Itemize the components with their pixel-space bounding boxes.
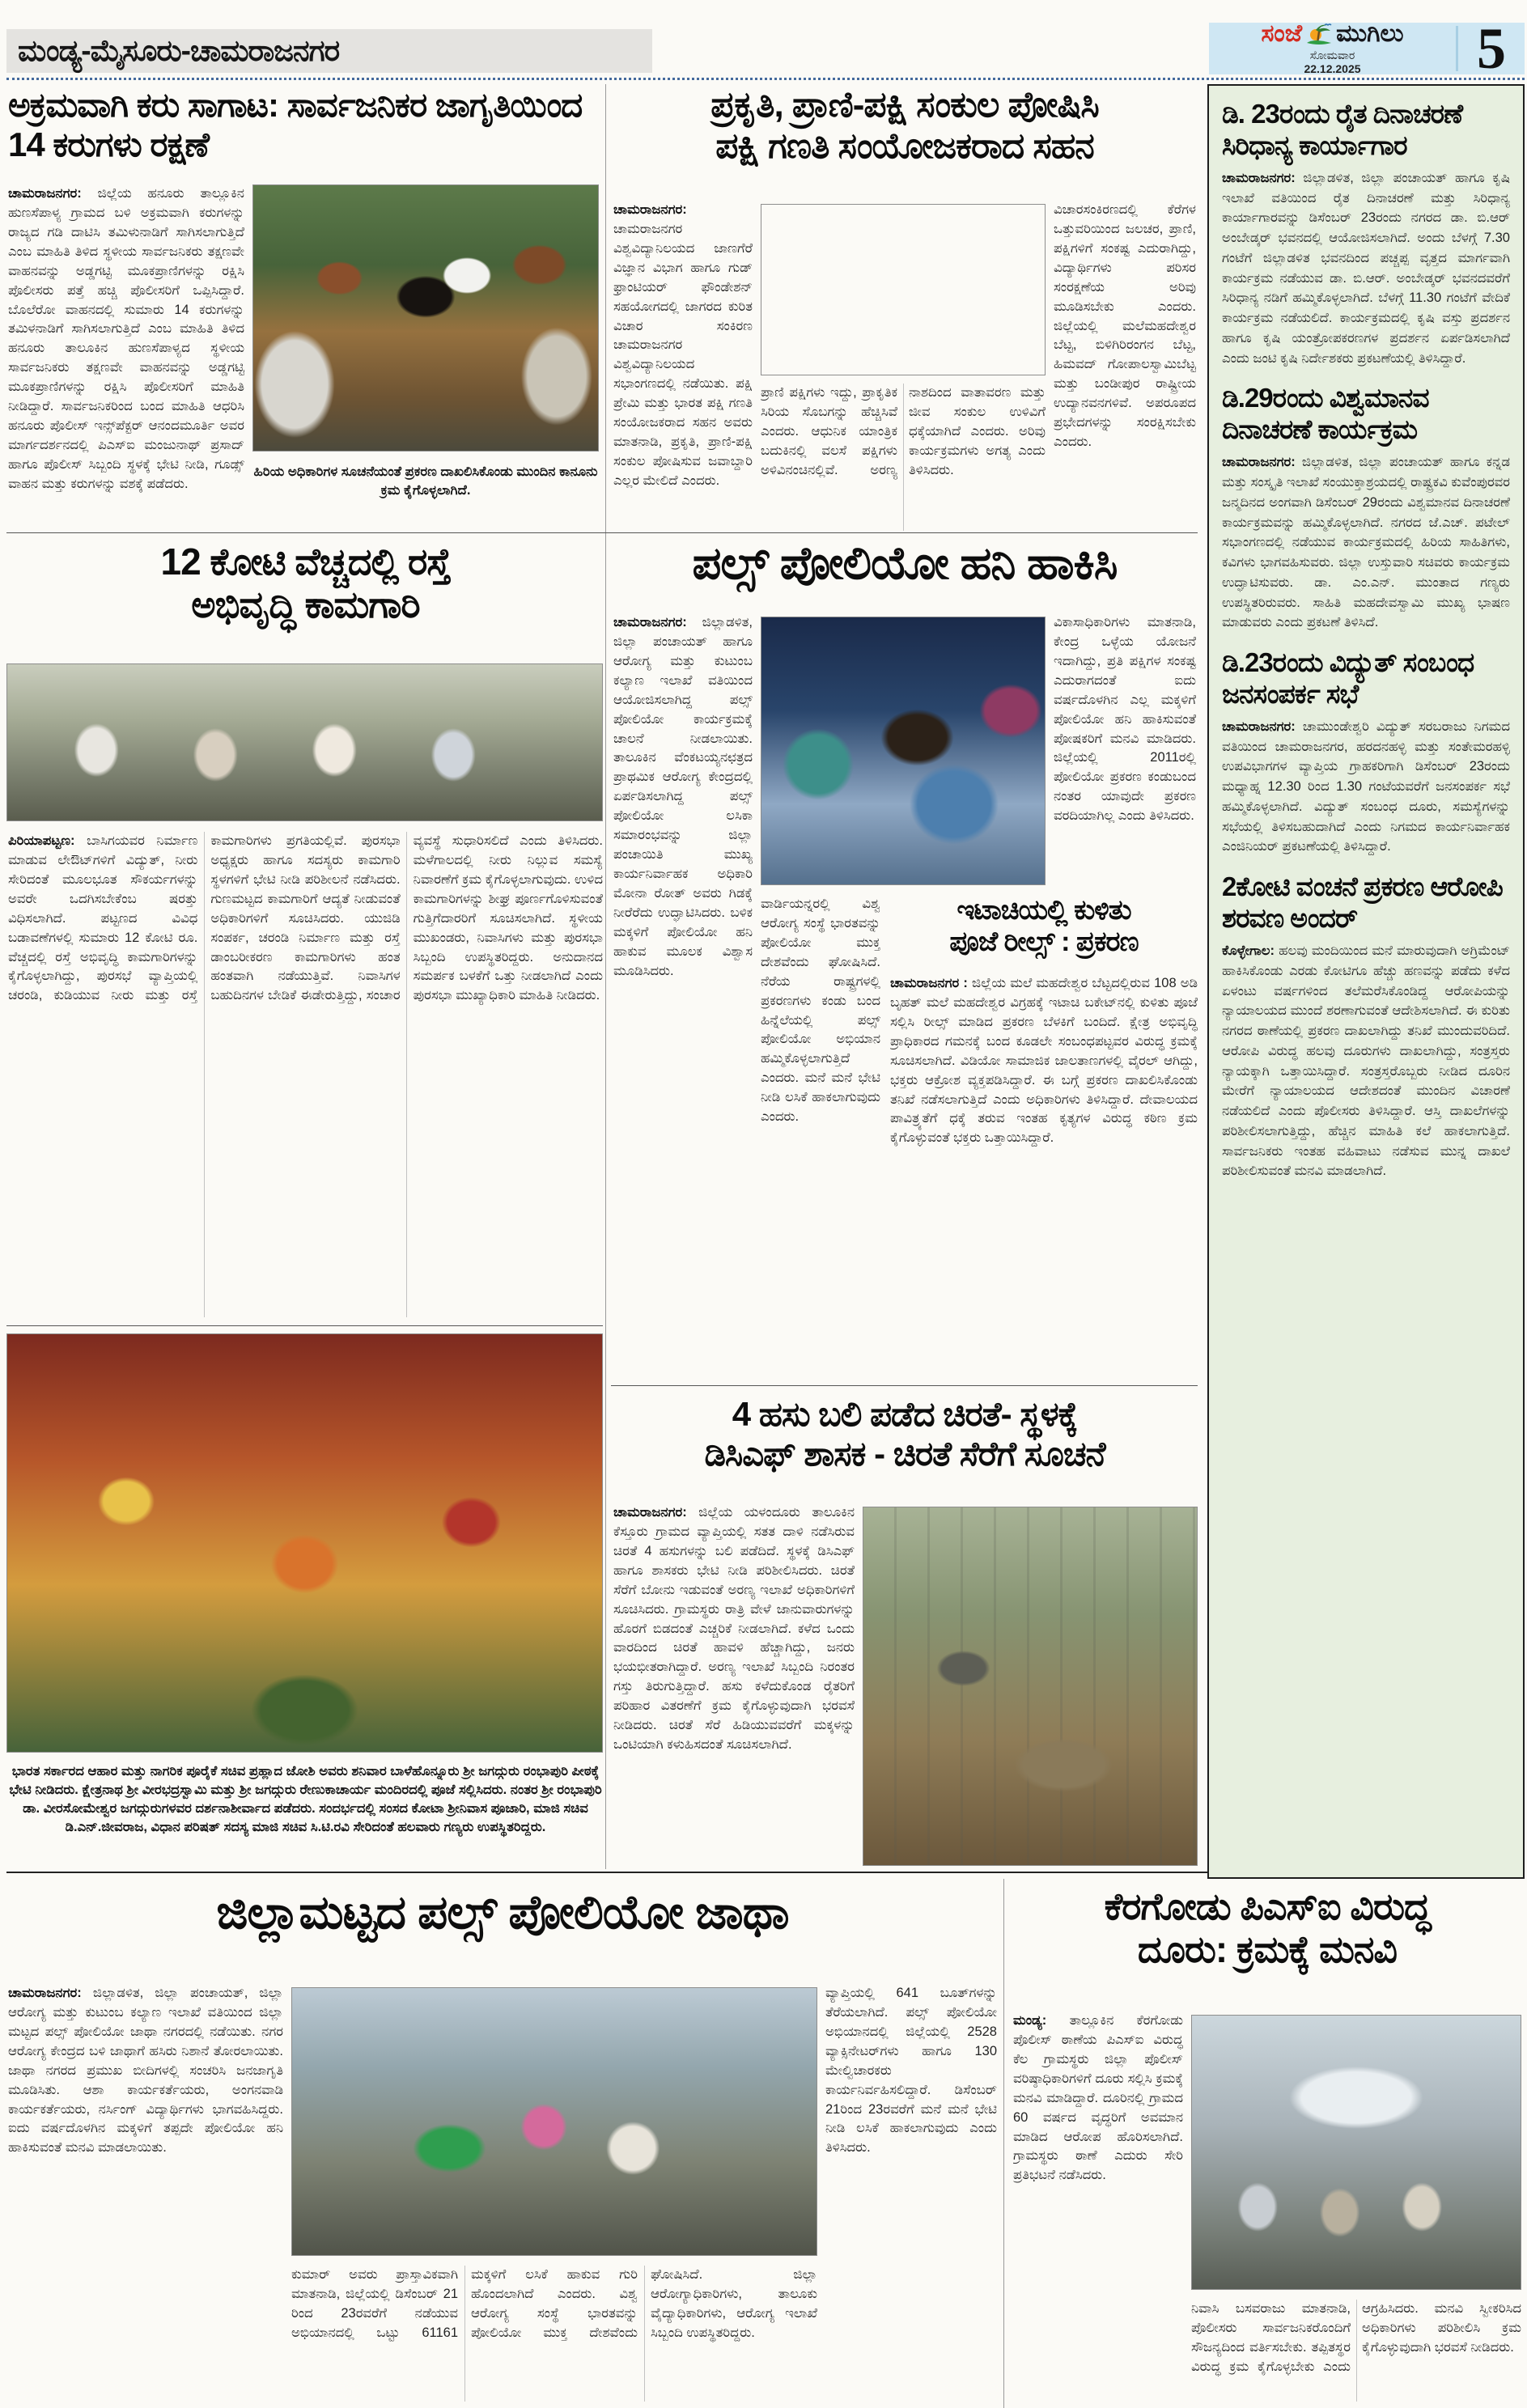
body-keragodu-bottom: ನಿವಾಸಿ ಬಸವರಾಜು ಮಾತನಾಡಿ, ಪೊಲೀಸರು ಸಾರ್ವಜನಿಕರೊಂದಿಗೆ ಸೌಜನ್ಯದಿಂದ ವರ್ತಿಸಬೇಕು. ತಪ್ಪಿತಸ್ಥರ ವಿರುದ್ಧ ಕ್ರಮ ಕೈಗೊಳ್ಳಬೇಕು ಎಂದು ಆಗ್ರಹಿಸಿದರು. ಮನವಿ ಸ್ವೀಕರಿಸಿದ ಅಧಿಕಾರಿಗಳು ಪರಿಶೀಲಿಸಿ ಕ್ರಮ ಕೈಗೊಳ್ಳುವುದಾಗಿ ಭರವಸೆ ನೀಡಿದರು. — [1191, 2301, 1521, 2374]
rail-body: ಚಾಮರಾಜನಗರ: ಜಿಲ್ಲಾಡಳಿತ, ಜಿಲ್ಲಾ ಪಂಚಾಯತ್ ಹಾಗೂ ಕನ್ನಡ ಮತ್ತು ಸಂಸ್ಕೃತಿ ಇಲಾಖೆ ಸಂಯುಕ್ತಾಶ್ರಯದಲ್ಲಿ ರಾಷ್ಟ್ರಕವಿ ಕುವೆಂಪುರವರ ಜನ್ಮದಿನದ ಅಂಗವಾಗಿ ಡಿಸೆಂಬರ್ 29ರಂದು ವಿಶ್ವಮಾನವ ದಿನಾಚರಣೆ ಕಾರ್ಯಕ್ರಮವನ್ನು ಹಮ್ಮಿಕೊಳ್ಳಲಾಗಿದೆ. ನಗರದ ಜೆ.ಎಚ್. ಪಟೇಲ್ ಸಭಾಂಗಣದಲ್ಲಿ ನಡೆಯುವ ಕಾರ್ಯಕ್ರಮದಲ್ಲಿ ಹಿರಿಯ ಸಾಹಿತಿಗಳು, ಕವಿಗಳು ಭಾಗವಹಿಸುವರು. ಜಿಲ್ಲಾ ಉಸ್ತುವಾರಿ ಸಚಿವರು ಕಾರ್ಯಕ್ರಮ ಉದ್ಘಾಟಿಸುವರು. ಡಾ. ಎಂ.ಎನ್. ಮುಂತಾದ ಗಣ್ಯರು ಉಪಸ್ಥಿತರಿರುವರು. ಸಾಹಿತಿ ಮಹದೇವಸ್ವಾಮಿ ಮುಖ್ಯ ಭಾಷಣ ಮಾಡುವರು ಎಂದು ಪ್ರಕಟಣೆ ತಿಳಿಸಿದೆ. — [1222, 455, 1511, 630]
body-polio-col1: ಚಾಮರಾಜನಗರ: ಜಿಲ್ಲಾಡಳಿತ, ಜಿಲ್ಲಾ ಪಂಚಾಯತ್ ಹಾಗೂ ಆರೋಗ್ಯ ಮತ್ತು ಕುಟುಂಬ ಕಲ್ಯಾಣ ಇಲಾಖೆ ವತಿಯಿಂದ ಆಯೋಜಿಸಲಾಗಿದ್ದ ಪಲ್ಸ್ ಪೋಲಿಯೋ ಕಾರ್ಯಕ್ರಮಕ್ಕೆ ಚಾಲನೆ ನೀಡಲಾಯಿತು. ತಾಲೂಕಿನ ವೆಂಕಟಯ್ಯನಛತ್ರದ ಪ್ರಾಥಮಿಕ ಆರೋಗ್ಯ ಕೇಂದ್ರದಲ್ಲಿ ಏರ್ಪಡಿಸಲಾಗಿದ್ದ ಪಲ್ಸ್ ಪೋಲಿಯೋ ಲಸಿಕಾ ಸಮಾರಂಭವನ್ನು ಜಿಲ್ಲಾ ಪಂಚಾಯಿತಿ ಮುಖ್ಯ ಕಾರ್ಯನಿರ್ವಾಹಕ ಅಧಿಕಾರಿ ಮೋನಾ ರೋತ್ ಅವರು ಗಿಡಕ್ಕೆ ನೀರೆರೆದು ಉದ್ಘಾಟಿಸಿದರು. ಬಳಿಕ ಮಕ್ಕಳಿಗೆ ಪೋಲಿಯೋ ಹನಿ ಹಾಕುವ ಮೂಲಕ ವಿಶ್ವಾಸ ಮೂಡಿಸಿದರು. — [613, 615, 753, 978]
rail-body: ಚಾಮರಾಜನಗರ: ಚಾಮುಂಡೇಶ್ವರಿ ವಿದ್ಯುತ್ ಸರಬರಾಜು ನಿಗಮದ ವತಿಯಿಂದ ಚಾಮರಾಜನಗರ, ಹರದನಹಳ್ಳಿ ಮತ್ತು ಸಂತೇಮರಹಳ್ಳಿ ಉಪವಿಭಾಗಗಳ ವ್ಯಾಪ್ತಿಯ ಗ್ರಾಹಕರಿಗಾಗಿ ಡಿಸೆಂಬರ್ 23ರಂದು ಮಧ್ಯಾಹ್ನ 12.30 ರಿಂದ 1.30 ಗಂಟೆಯವರೆಗೆ ಜನಸಂಪರ್ಕ ಸಭೆ ಹಮ್ಮಿಕೊಳ್ಳಲಾಗಿದೆ. ವಿದ್ಯುತ್ ಸಂಬಂಧ ದೂರು, ಸಮಸ್ಯೆಗಳನ್ನು ಸಭೆಯಲ್ಲಿ ತಿಳಿಸಬಹುದಾಗಿದೆ ಎಂದು ನಿಗಮದ ಕಾರ್ಯನಿರ್ವಾಹಕ ಎಂಜಿನಿಯರ್ ಪ್ರಕಟಣೆಯಲ್ಲಿ ತಿಳಿಸಿದ್ದಾರೆ. — [1222, 719, 1510, 854]
rail-article-farmer-day — [1222, 99, 1510, 368]
headline-cattle-rescue: ಅಕ್ರಮವಾಗಿ ಕರು ಸಾಗಾಟ: ಸಾರ್ವಜನಿಕರ ಜಾಗೃತಿಯಿಂದ 14 ಕರುಗಳು ರಕ್ಷಣೆ — [8, 86, 583, 163]
palm-tree-sun-icon — [1305, 22, 1333, 46]
headline-road-works: 12 ಕೋಟಿ ವೆಚ್ಚದಲ್ಲಿ ರಸ್ತೆ ಅಭಿವೃದ್ಧಿ ಕಾಮಗಾರಿ — [160, 541, 451, 626]
rail-headline: ಡಿ.29ರಂದು ವಿಶ್ವಮಾನವ ದಿನಾಚರಣೆ ಕಾರ್ಯಕ್ರಮ — [1222, 383, 1429, 445]
dateline: ಚಾಮರಾಜನಗರ: — [613, 202, 687, 217]
dateline: ಕೊಳ್ಳೇಗಾಲ: — [1222, 943, 1275, 958]
dateline: ಪಿರಿಯಾಪಟ್ಟಣ: — [8, 833, 75, 848]
body-leopard: ಚಾಮರಾಜನಗರ: ಜಿಲ್ಲೆಯ ಯಳಂದೂರು ತಾಲೂಕಿನ ಕೆಸ್ತೂರು ಗ್ರಾಮದ ವ್ಯಾಪ್ತಿಯಲ್ಲಿ ಸತತ ದಾಳಿ ನಡೆಸಿರುವ ಚಿರತೆ 4 ಹಸುಗಳನ್ನು ಬಲಿ ಪಡೆದಿದೆ. ಸ್ಥಳಕ್ಕೆ ಡಿಸಿಎಫ್ ಹಾಗೂ ಶಾಸಕರು ಭೇಟಿ ನೀಡಿ ಪರಿಶೀಲಿಸಿದರು. ಚಿರತೆ ಸೆರೆಗೆ ಬೋನು ಇಡುವಂತೆ ಅರಣ್ಯ ಇಲಾಖೆ ಅಧಿಕಾರಿಗಳಿಗೆ ಸೂಚಿಸಿದರು. ಗ್ರಾಮಸ್ಥರು ರಾತ್ರಿ ವೇಳೆ ಜಾನುವಾರುಗಳನ್ನು ಹೊರಗೆ ಬಿಡದಂತೆ ಎಚ್ಚರಿಕೆ ನೀಡಲಾಗಿದೆ. ಕಳೆದ ಒಂದು ವಾರದಿಂದ ಚಿರತೆ ಹಾವಳಿ ಹೆಚ್ಚಾಗಿದ್ದು, ಜನರು ಭಯಭೀತರಾಗಿದ್ದಾರೆ. ಅರಣ್ಯ ಇಲಾಖೆ ಸಿಬ್ಬಂದಿ ನಿರಂತರ ಗಸ್ತು ತಿರುಗುತ್ತಿದ್ದಾರೆ. ಹಸು ಕಳೆದುಕೊಂಡ ರೈತರಿಗೆ ಪರಿಹಾರ ವಿತರಣೆಗೆ ಕ್ರಮ ಕೈಗೊಳ್ಳುವುದಾಗಿ ಭರವಸೆ ನೀಡಿದರು. ಚಿರತೆ ಸೆರೆ ಹಿಡಿಯುವವರೆಗೆ ಮಕ್ಕಳನ್ನು ಒಂಟಿಯಾಗಿ ಕಳುಹಿಸದಂತೆ ಸೂಚಿಸಲಾಗಿದೆ. — [613, 1505, 855, 1753]
header-dotted-rule — [6, 78, 1525, 80]
body-jatha-col3: ವ್ಯಾಪ್ತಿಯಲ್ಲಿ 641 ಬೂತ್‌ಗಳನ್ನು ತೆರೆಯಲಾಗಿದೆ. ಪಲ್ಸ್ ಪೋಲಿಯೋ ಅಭಿಯಾನದಲ್ಲಿ ಜಿಲ್ಲೆಯಲ್ಲಿ 2528 ವ್ಯಾಕ್ಸಿನೇಟರ್‌ಗಳು ಹಾಗೂ 130 ಮೇಲ್ವಿಚಾರಕರು ಕಾರ್ಯನಿರ್ವಹಿಸಲಿದ್ದಾರೆ. ಡಿಸೆಂಬರ್ 21ರಿಂದ 23ರವರೆಗೆ ಮನೆ ಮನೆ ಭೇಟಿ ನೀಡಿ ಲಸಿಕೆ ಹಾಕಲಾಗುವುದು ಎಂದು ತಿಳಿಸಿದರು. — [825, 1986, 997, 2156]
rail-article-fraud-case — [1222, 871, 1510, 1181]
dateline: ಚಾಮರಾಜನಗರ: — [613, 1505, 687, 1520]
photo-keragodu-protest — [1191, 2015, 1521, 2290]
dateline: ಚಾಮರಾಜನಗರ: — [8, 186, 82, 201]
body-polio-col2: ವಾರ್ಡಿಯನ್ನರಲ್ಲಿ ವಿಶ್ವ ಆರೋಗ್ಯ ಸಂಸ್ಥೆ ಭಾರತವನ್ನು ಪೋಲಿಯೋ ಮುಕ್ತ ದೇಶವೆಂದು ಘೋಷಿಸಿದೆ. ನೆರೆಯ ರಾಷ್ಟ್ರಗಳಲ್ಲಿ ಪ್ರಕರಣಗಳು ಕಂಡು ಬಂದ ಹಿನ್ನೆಲೆಯಲ್ಲಿ ಪಲ್ಸ್ ಪೋಲಿಯೋ ಅಭಿಯಾನ ಹಮ್ಮಿಕೊಳ್ಳಲಾಗುತ್ತಿದೆ ಎಂದರು. ಮನೆ ಮನೆ ಭೇಟಿ ನೀಡಿ ಲಸಿಕೆ ಹಾಕಲಾಗುವುದು ಎಂದರು. — [761, 897, 880, 1125]
body-road-works: ಪಿರಿಯಾಪಟ್ಟಣ: ಬಾಸಿಗಯವರ ನಿರ್ಮಾಣ ಮಾಡುವ ಲೇಔಟ್‌ಗಳಿಗೆ ವಿದ್ಯುತ್, ನೀರು ಸೇರಿದಂತೆ ಮೂಲಭೂತ ಸೌಕರ್ಯಗಳನ್ನು ಅವರೇ ಒದಗಿಸಬೇಕೆಂಬ ಷರತ್ತು ವಿಧಿಸಲಾಗಿದೆ. ಪಟ್ಟಣದ ವಿವಿಧ ಬಡಾವಣೆಗಳಲ್ಲಿ ಸುಮಾರು 12 ಕೋಟಿ ರೂ. ವೆಚ್ಚದಲ್ಲಿ ರಸ್ತೆ ಅಭಿವೃದ್ಧಿ ಕಾಮಗಾರಿಗಳನ್ನು ಕೈಗೊಳ್ಳಲಾಗಿದ್ದು, ಪುರಸಭೆ ವ್ಯಾಪ್ತಿಯಲ್ಲಿ ಚರಂಡಿ, ಕುಡಿಯುವ ನೀರು ಮತ್ತು ರಸ್ತೆ ಕಾಮಗಾರಿಗಳು ಪ್ರಗತಿಯಲ್ಲಿವೆ. ಪುರಸಭಾ ಅಧ್ಯಕ್ಷರು ಹಾಗೂ ಸದಸ್ಯರು ಕಾಮಗಾರಿ ಸ್ಥಳಗಳಿಗೆ ಭೇಟಿ ನೀಡಿ ಪರಿಶೀಲನೆ ನಡೆಸಿದರು. ಗುಣಮಟ್ಟದ ಕಾಮಗಾರಿಗೆ ಆದ್ಯತೆ ನೀಡುವಂತೆ ಅಧಿಕಾರಿಗಳಿಗೆ ಸೂಚಿಸಿದರು. ಯುಜಿಡಿ ಸಂಪರ್ಕ, ಚರಂಡಿ ನಿರ್ಮಾಣ ಮತ್ತು ರಸ್ತೆ ಡಾಂಬರೀಕರಣ ಕಾಮಗಾರಿಗಳು ಹಂತ ಹಂತವಾಗಿ ನಡೆಯುತ್ತಿವೆ. ನಿವಾಸಿಗಳ ಬಹುದಿನಗಳ ಬೇಡಿಕೆ ಈಡೇರುತ್ತಿದ್ದು, ಸಂಚಾರ ವ್ಯವಸ್ಥೆ ಸುಧಾರಿಸಲಿದೆ ಎಂದು ತಿಳಿಸಿದರು. ಮಳೆಗಾಲದಲ್ಲಿ ನೀರು ನಿಲ್ಲುವ ಸಮಸ್ಯೆ ನಿವಾರಣೆಗೆ ಕ್ರಮ ಕೈಗೊಳ್ಳಲಾಗುವುದು. ಉಳಿದ ಕಾಮಗಾರಿಗಳನ್ನು ಶೀಘ್ರ ಪೂರ್ಣಗೊಳಿಸುವಂತೆ ಗುತ್ತಿಗೆದಾರರಿಗೆ ಸೂಚಿಸಲಾಗಿದೆ. ಸ್ಥಳೀಯ ಮುಖಂಡರು, ನಿವಾಸಿಗಳು ಮತ್ತು ಪುರಸಭಾ ಸಿಬ್ಬಂದಿ ಉಪಸ್ಥಿತರಿದ್ದರು. ಅನುದಾನದ ಸಮರ್ಪಕ ಬಳಕೆಗೆ ಒತ್ತು ನೀಡಲಾಗಿದೆ ಎಂದು ಪುರಸಭಾ ಮುಖ್ಯಾಧಿಕಾರಿ ಮಾಹಿತಿ ನೀಡಿದರು. — [8, 833, 603, 1003]
column-rule-bottom — [1003, 1879, 1004, 2408]
body-keragodu-col: ಮಂಡ್ಯ: ತಾಲ್ಲೂಕಿನ ಕೆರಗೋಡು ಪೊಲೀಸ್ ಠಾಣೆಯ ಪಿಎಸ್ಐ ವಿರುದ್ಧ ಕೆಲ ಗ್ರಾಮಸ್ಥರು ಜಿಲ್ಲಾ ಪೊಲೀಸ್ ವರಿಷ್ಠಾಧಿಕಾರಿಗಳಿಗೆ ದೂರು ಸಲ್ಲಿಸಿ ಕ್ರಮಕ್ಕೆ ಮನವಿ ಮಾಡಿದ್ದಾರೆ. ದೂರಿನಲ್ಲಿ ಗ್ರಾಮದ 60 ವರ್ಷದ ವೃದ್ಧರಿಗೆ ಅವಮಾನ ಮಾಡಿದ ಆರೋಪ ಹೊರಿಸಲಾಗಿದೆ. ಗ್ರಾಮಸ್ಥರು ಠಾಣೆ ಎದುರು ಸೇರಿ ಪ್ರತಿಭಟನೆ ನಡೆಸಿದರು. — [1013, 2013, 1183, 2183]
photo-jatha-flagoff — [291, 1987, 817, 2256]
masthead-name-black: ಮುಗಿಲು — [1336, 20, 1404, 47]
dateline: ಚಾಮರಾಜನಗರ: — [613, 615, 687, 630]
rail-headline: 2ಕೋಟಿ ವಂಚನೆ ಪ್ರಕರಣ ಆರೋಪಿ ಶರವಣ ಅಂದರ್ — [1222, 871, 1503, 934]
caption-cattle-rescue: ಹಿರಿಯ ಅಧಿಕಾರಿಗಳ ಸೂಚನೆಯಂತೆ ಪ್ರಕರಣ ದಾಖಲಿಸಿಕೊಂಡು ಮುಂದಿನ ಕಾನೂನು ಕ್ರಮ ಕೈಗೊಳ್ಳಲಾಗಿದೆ. — [253, 464, 598, 498]
right-rail-announcements — [1207, 84, 1525, 1879]
page-number: 5 — [1477, 15, 1506, 81]
photo-cattle-truck — [252, 184, 599, 451]
body-bird-col2: ಪ್ರಾಣಿ ಪಕ್ಷಿಗಳು ಇದ್ದು, ಪ್ರಾಕೃತಿಕ ಸಿರಿಯ ಸೊಬಗನ್ನು ಹೆಚ್ಚಿಸಿವೆ ಎಂದರು. ಆಧುನಿಕ ಯಾಂತ್ರಿಕ ಬದುಕಿನಲ್ಲಿ ವಲಸೆ ಪಕ್ಷಿಗಳು ಅಳಿವಿನಂಚಿನಲ್ಲಿವೆ. ಅರಣ್ಯ ನಾಶದಿಂದ ವಾತಾವರಣ ಮತ್ತು ಜೀವ ಸಂಕುಲ ಉಳಿವಿಗೆ ಧಕ್ಕೆಯಾಗಿದೆ ಎಂದರು. ಅರಿವು ಕಾರ್ಯಕ್ರಮಗಳು ಅಗತ್ಯ ಎಂದು ತಿಳಿಸಿದರು. — [761, 385, 1046, 477]
dateline: ಚಾಮರಾಜನಗರ: — [8, 1986, 82, 2000]
headline-italy-reels: ಇಟಾಚಿಯಲ್ಲಿ ಕುಳಿತು ಪೂಜೆ ರೀಲ್ಸ್ : ಪ್ರಕರಣ — [949, 895, 1139, 958]
dateline: ಚಾಮರಾಜನಗರ: — [1222, 455, 1296, 470]
dateline: ಚಾಮರಾಜನಗರ: — [1222, 719, 1296, 734]
headline-pulse-polio: ಪಲ್ಸ್ ಪೋಲಿಯೋ ಹನಿ ಹಾಕಿಸಿ — [692, 537, 1118, 588]
rail-headline: ಡಿ.23ರಂದು ವಿದ್ಯುತ್ ಸಂಬಂಧ ಜನಸಂಪರ್ಕ ಸಭೆ — [1222, 647, 1474, 709]
photo-speaker-podium — [761, 204, 1046, 375]
dateline: ಮಂಡ್ಯ: — [1013, 2013, 1047, 2028]
column-rule-left-middle — [605, 84, 606, 1869]
region-strip-label: ಮಂಡ್ಯ-ಮೈಸೂರು-ಚಾಮರಾಜನಗರ — [18, 33, 340, 67]
rail-headline: ಡಿ. 23ರಂದು ರೈತ ದಿನಾಚರಣೆ ಸಿರಿಧಾನ್ಯ ಕಾರ್ಯಾಗಾರ — [1222, 99, 1463, 160]
section-rule-photo-story — [6, 1325, 603, 1326]
region-strip — [6, 29, 652, 73]
body-cattle-rescue: ಚಾಮರಾಜನಗರ: ಜಿಲ್ಲೆಯ ಹನೂರು ತಾಲ್ಲೂಕಿನ ಹುಣಸೆಪಾಳ್ಯ ಗ್ರಾಮದ ಬಳಿ ಅಕ್ರಮವಾಗಿ ಕರುಗಳನ್ನು ರಾಜ್ಯದ ಗಡಿ ದಾಟಿಸಿ ತಮಿಳುನಾಡಿಗೆ ಸಾಗಿಸಲಾಗುತ್ತಿದೆ ಎಂಬ ಮಾಹಿತಿ ತಿಳಿದ ಸ್ಥಳೀಯ ಸಾರ್ವಜನಿಕರು ತಕ್ಷಣವೇ ವಾಹನವನ್ನು ಅಡ್ಡಗಟ್ಟಿ ಮೂಕಪ್ರಾಣಿಗಳನ್ನು ರಕ್ಷಿಸಿ ಪೊಲೀಸರು ಪತ್ತೆ ಹಚ್ಚಿ ಪೊಲೀಸರಿಗೆ ಒಪ್ಪಿಸಿದ್ದಾರೆ. ಬೊಲೆರೋ ವಾಹನದಲ್ಲಿ ಸುಮಾರು 14 ಕರುಗಳನ್ನು ತಮಿಳನಾಡಿಗೆ ಸಾಗಿಸಲಾಗುತ್ತಿದೆ ಎಂಬ ಮಾಹಿತಿ ತಿಳಿದ ಹನೂರು ತಾಲೂಕಿನ ಹುಣಸೆಪಾಳ್ಯದ ಸ್ಥಳೀಯ ಸಾರ್ವಜನಿಕರು ತಕ್ಷಣವೇ ವಾಹನವನ್ನು ಅಡ್ಡಗಟ್ಟಿ ಮೂಕಪ್ರಾಣಿಗಳನ್ನು ರಕ್ಷಿಸಿ ಪೊಲೀಸರಿಗೆ ಮಾಹಿತಿ ನೀಡಿದ್ದಾರೆ. ಸಾರ್ವಜನಿಕರಿಂದ ಬಂದ ಮಾಹಿತಿ ಆಧರಿಸಿ ಹನೂರು ಪೊಲೀಸ್ ಇನ್ಸ್‌ಪೆಕ್ಟರ್ ಆನಂದಮೂರ್ತಿ ಅವರ ಮಾರ್ಗದರ್ಶನದಲ್ಲಿ ಪಿಎಸ್ಐ ಮಂಜುನಾಥ್ ಪ್ರಸಾದ್ ಹಾಗೂ ಪೊಲೀಸ್ ಸಿಬ್ಬಂದಿ ಸ್ಥಳಕ್ಕೆ ಭೇಟಿ ನೀಡಿ, ಗೂಡ್ಸ್ ವಾಹನ ಮತ್ತು ಕರುಗಳನ್ನು ವಶಕ್ಕೆ ಪಡೆದರು. — [8, 186, 244, 491]
rail-article-vishwamanava — [1222, 383, 1510, 633]
body-bird-col3: ವಿಚಾರಸಂಕಿರಣದಲ್ಲಿ ಕೆರೆಗಳ ಒತ್ತುವರಿಯಿಂದ ಜಲಚರ, ಪ್ರಾಣಿ, ಪಕ್ಷಿಗಳಿಗೆ ಸಂಕಷ್ಟ ಎದುರಾಗಿದ್ದು, ವಿದ್ಯಾರ್ಥಿಗಳು ಪರಿಸರ ಸಂರಕ್ಷಣೆಯ ಅರಿವು ಮೂಡಿಸಬೇಕು ಎಂದರು. ಜಿಲ್ಲೆಯಲ್ಲಿ ಮಲೆಮಹದೇಶ್ವರ ಬೆಟ್ಟ, ಬಿಳಿಗಿರಿರಂಗನ ಬೆಟ್ಟ, ಹಿಮವದ್ ಗೋಪಾಲಸ್ವಾಮಿಬೆಟ್ಟ ಮತ್ತು ಬಂಡೀಪುರ ರಾಷ್ಟ್ರೀಯ ಉದ್ಯಾನವನಗಳಿವೆ. ಅಪರೂಪದ ಪ್ರಭೇದಗಳನ್ನು ಸಂರಕ್ಷಿಸಬೇಕು ಎಂದರು. — [1054, 202, 1196, 450]
headline-keragodu: ಕೆರಗೋಡು ಪಿಎಸ್‌ಐ ವಿರುದ್ಧ ದೂರು: ಕ್ರಮಕ್ಕೆ ಮನವಿ — [1104, 1885, 1431, 1971]
masthead-logo-row — [1261, 22, 1403, 46]
rail-body: ಚಾಮರಾಜನಗರ: ಜಿಲ್ಲಾಡಳಿತ, ಜಿಲ್ಲಾ ಪಂಚಾಯತ್ ಹಾಗೂ ಕೃಷಿ ಇಲಾಖೆ ವತಿಯಿಂದ ರೈತ ದಿನಾಚರಣೆ ಮತ್ತು ಸಿರಿಧಾನ್ಯ ಕಾರ್ಯಾಗಾರವನ್ನು ಡಿಸೆಂಬರ್ 23ರಂದು ನಗರದ ಡಾ. ಬಿ.ಆರ್ ಅಂಬೇಡ್ಕರ್ ಭವನದಲ್ಲಿ ಆಯೋಜಿಸಲಾಗಿದೆ. ಅಂದು ಬೆಳಗ್ಗೆ 7.30 ಗಂಟೆಗೆ ಜಿಲ್ಲಾಡಳಿತ ಭವನದಿಂದ ಪಚ್ಚಪ್ಪ ವೃತ್ತದ ಮಾರ್ಗವಾಗಿ ಕಾರ್ಯಕ್ರಮ ನಡೆಯುವ ಡಾ. ಬಿ.ಆರ್. ಅಂಬೇಡ್ಕರ್ ಭವನದವರೆಗೆ ಸಿರಿಧಾನ್ಯ ನಡಿಗೆ ಹಮ್ಮಿಕೊಳ್ಳಲಾಗಿದೆ. ಬೆಳಗ್ಗೆ 11.30 ಗಂಟೆಗೆ ವೇದಿಕೆ ಕಾರ್ಯಕ್ರಮ ನಡೆಯಲಿದೆ. ಕಾರ್ಯಕ್ರಮದಲ್ಲಿ ಕೃಷಿ ವಸ್ತು ಪ್ರದರ್ಶನ ಹಾಗೂ ಕೃಷಿ ಯಂತ್ರೋಪಕರಣಗಳ ಪ್ರದರ್ಶನ ಏರ್ಪಡಿಸಲಾಗಿದೆ ಎಂದು ಜಂಟಿ ಕೃಷಿ ನಿರ್ದೇಶಕರು ಪ್ರಕಟಣೆಯಲ್ಲಿ ತಿಳಿಸಿದ್ದಾರೆ. — [1222, 170, 1510, 366]
headline-bird-census: ಪ್ರಕೃತಿ, ಪ್ರಾಣಿ-ಪಕ್ಷಿ ಸಂಕುಲ ಪೋಷಿಸಿ ಪಕ್ಷಿ ಗಣತಿ ಸಂಯೋಜಕರಾದ ಸಹನ — [710, 85, 1099, 167]
photo-polio-drops — [761, 617, 1046, 885]
masthead-date: 22.12.2025 — [1304, 62, 1361, 75]
body-italy-reels: ಚಾಮರಾಜನಗರ : ಜಿಲ್ಲೆಯ ಮಲೆ ಮಹದೇಶ್ವರ ಬೆಟ್ಟದಲ್ಲಿರುವ 108 ಅಡಿ ಬೃಹತ್ ಮಲೆ ಮಹದೇಶ್ವರ ವಿಗ್ರಹಕ್ಕೆ ಇಟಾಚಿ ಬಕೇಟ್‌ನಲ್ಲಿ ಕುಳಿತು ಪೂಜೆ ಸಲ್ಲಿಸಿ ರೀಲ್ಸ್ ಮಾಡಿದ ಪ್ರಕರಣ ಬೆಳಕಿಗೆ ಬಂದಿದೆ. ಕ್ಷೇತ್ರ ಅಭಿವೃದ್ಧಿ ಪ್ರಾಧಿಕಾರದ ಗಮನಕ್ಕೆ ಬಂದ ಕೂಡಲೇ ಸಂಬಂಧಪಟ್ಟವರ ವಿರುದ್ಧ ಕ್ರಮಕ್ಕೆ ಸೂಚಿಸಲಾಗಿದೆ. ವಿಡಿಯೋ ಸಾಮಾಜಿಕ ಜಾಲತಾಣಗಳಲ್ಲಿ ವೈರಲ್ ಆಗಿದ್ದು, ಭಕ್ತರು ಆಕ್ರೋಶ ವ್ಯಕ್ತಪಡಿಸಿದ್ದಾರೆ. ಈ ಬಗ್ಗೆ ಪ್ರಕರಣ ದಾಖಲಿಸಿಕೊಂಡು ತನಿಖೆ ನಡೆಸಲಾಗುತ್ತಿದೆ ಎಂದು ಅಧಿಕಾರಿಗಳು ತಿಳಿಸಿದ್ದಾರೆ. ದೇವಾಲಯದ ಪಾವಿತ್ರ್ಯತೆಗೆ ಧಕ್ಕೆ ತರುವ ಇಂತಹ ಕೃತ್ಯಗಳ ವಿರುದ್ಧ ಕಠಿಣ ಕ್ರಮ ಕೈಗೊಳ್ಳುವಂತೆ ಭಕ್ತರು ಒತ್ತಾಯಿಸಿದ್ದಾರೆ. — [890, 976, 1198, 1146]
section-rule-row1 — [6, 532, 1198, 533]
rail-article-electricity-meet — [1222, 647, 1510, 857]
section-rule-leopard — [611, 1385, 1198, 1386]
masthead — [1209, 15, 1525, 81]
dateline: ಚಾಮರಾಜನಗರ : — [890, 976, 968, 990]
caption-jagadguru-visit: ಭಾರತ ಸರ್ಕಾರದ ಆಹಾರ ಮತ್ತು ನಾಗರಿಕ ಪೂರೈಕೆ ಸಚಿವ ಪ್ರಹ್ಲಾದ ಜೋಶಿ ಅವರು ಶನಿವಾರ ಬಾಳೆಹೊನ್ನೂರು ಶ್ರೀ ಜಗದ್ಗುರು ರಂಭಾಪುರಿ ಪೀಠಕ್ಕೆ ಭೇಟಿ ನೀಡಿದರು. ಕ್ಷೇತ್ರನಾಥ ಶ್ರೀ ವೀರಭದ್ರಸ್ವಾಮಿ ಮತ್ತು ಶ್ರೀ ಜಗದ್ಗುರು ರೇಣುಕಾಚಾರ್ಯ ಮಂದಿರದಲ್ಲಿ ಪೂಜೆ ಸಲ್ಲಿಸಿದರು. ನಂತರ ಶ್ರೀ ರಂಭಾಪುರಿ ಡಾ. ವೀರಸೋಮೇಶ್ವರ ಜಗದ್ಗುರುಗಳವರ ದರ್ಶನಾಶೀರ್ವಾದ ಪಡೆದರು. ಸಂದರ್ಭದಲ್ಲಿ ಸಂಸದ ಕೋಟಾ ಶ್ರೀನಿವಾಸ ಪೂಜಾರಿ, ಮಾಜಿ ಸಚಿವ ಡಿ.ಎನ್.ಜೀವರಾಜ, ವಿಧಾನ ಪರಿಷತ್ ಸದಸ್ಯ ಮಾಜಿ ಸಚಿವ ಸಿ.ಟಿ.ರವಿ ಸೇರಿದಂತೆ ಹಲವಾರು ಗಣ್ಯರು ಉಪಸ್ಥಿತರಿದ್ದರು. — [9, 1764, 602, 1835]
headline-polio-jatha: ಜಿಲ್ಲಾಮಟ್ಟದ ಪಲ್ಸ್ ಪೋಲಿಯೋ ಜಾಥಾ — [216, 1886, 789, 1939]
body-bird-col1: ಚಾಮರಾಜನಗರ: ಚಾಮರಾಜನಗರ ವಿಶ್ವವಿದ್ಯಾನಿಲಯದ ಜಾಣಗೆರೆ ವಿಜ್ಞಾನ ವಿಭಾಗ ಹಾಗೂ ಗುಡ್ ಫ್ರಾಂಟಿಯರ್ ಫೌಂಡೇಶನ್ ಸಹಯೋಗದಲ್ಲಿ ಜಾಗರದ ಕುರಿತ ವಿಚಾರ ಸಂಕಿರಣ ಚಾಮರಾಜನಗರ ವಿಶ್ವವಿದ್ಯಾನಿಲಯದ ಸಭಾಂಗಣದಲ್ಲಿ ನಡೆಯಿತು. ಪಕ್ಷಿ ಪ್ರೇಮಿ ಮತ್ತು ಭಾರತ ಪಕ್ಷಿ ಗಣತಿ ಸಂಯೋಜಕರಾದ ಸಹನ ಅವರು ಮಾತನಾಡಿ, ಪ್ರಕೃತಿ, ಪ್ರಾಣಿ-ಪಕ್ಷಿ ಸಂಕುಲ ಪೋಷಿಸುವ ಜವಾಬ್ದಾರಿ ಎಲ್ಲರ ಮೇಲಿದೆ ಎಂದರು. — [613, 202, 753, 488]
headline-leopard: 4 ಹಸು ಬಲಿ ಪಡೆದ ಚಿರತೆ- ಸ್ಥಳಕ್ಕೆ ಡಿಸಿಎಫ್ ಶಾಸಕ - ಚಿರತೆ ಸೆರೆಗೆ ಸೂಚನೆ — [704, 1395, 1105, 1473]
dateline: ಚಾಮರಾಜನಗರ: — [1222, 170, 1296, 185]
body-jatha-bottom: ಕುಮಾರ್ ಅವರು ಪ್ರಾಸ್ತಾವಿಕವಾಗಿ ಮಾತನಾಡಿ, ಜಿಲ್ಲೆಯಲ್ಲಿ ಡಿಸೆಂಬರ್ 21 ರಿಂದ 23ರವರೆಗೆ ನಡೆಯುವ ಅಭಿಯಾನದಲ್ಲಿ ಒಟ್ಟು 61161 ಮಕ್ಕಳಿಗೆ ಲಸಿಕೆ ಹಾಕುವ ಗುರಿ ಹೊಂದಲಾಗಿದೆ ಎಂದರು. ವಿಶ್ವ ಆರೋಗ್ಯ ಸಂಸ್ಥೆ ಭಾರತವನ್ನು ಪೋಲಿಯೋ ಮುಕ್ತ ದೇಶವೆಂದು ಘೋಷಿಸಿದೆ. ಜಿಲ್ಲಾ ಆರೋಗ್ಯಾಧಿಕಾರಿಗಳು, ತಾಲೂಕು ವೈದ್ಯಾಧಿಕಾರಿಗಳು, ಆರೋಗ್ಯ ಇಲಾಖೆ ಸಿಬ್ಬಂದಿ ಉಪಸ್ಥಿತರಿದ್ದರು. — [291, 2267, 817, 2340]
rail-body: ಕೊಳ್ಳೇಗಾಲ: ಹಲವು ಮಂದಿಯಿಂದ ಮನೆ ಮಾರುವುದಾಗಿ ಅಗ್ರಿಮೆಂಟ್ ಹಾಕಿಸಿಕೊಂಡು ಎರಡು ಕೋಟಿಗೂ ಹೆಚ್ಚು ಹಣವನ್ನು ಪಡೆದು ಕಳೆದ ಏಳಂಟು ವರ್ಷಗಳಿಂದ ತಲೆಮರೆಸಿಕೊಂಡಿದ್ದ ಆರೋಪಿಯನ್ನು ನ್ಯಾಯಾಲಯದ ಮುಂದೆ ಶರಣಾಗುವಂತೆ ಆದೇಶಿಸಲಾಗಿದೆ. ಈ ಕುರಿತು ನಗರದ ಠಾಣೆಯಲ್ಲಿ ಪ್ರಕರಣ ದಾಖಲಾಗಿದ್ದು ತನಿಖೆ ಮುಂದುವರಿದಿದೆ. ಆರೋಪಿ ವಿರುದ್ಧ ಹಲವು ದೂರುಗಳು ದಾಖಲಾಗಿದ್ದು, ಸಂತ್ರಸ್ತರು ನ್ಯಾಯಕ್ಕಾಗಿ ಒತ್ತಾಯಿಸಿದ್ದಾರೆ. ಸಂತ್ರಸ್ತರೊಬ್ಬರು ನೀಡಿದ ದೂರಿನ ಮೇರೆಗೆ ನ್ಯಾಯಾಲಯದ ಆದೇಶದಂತೆ ಮುಂದಿನ ವಿಚಾರಣೆ ನಡೆಯಲಿದೆ ಎಂದು ಪೊಲೀಸರು ತಿಳಿಸಿದ್ದಾರೆ. ಆಸ್ತಿ ದಾಖಲೆಗಳನ್ನು ಪರಿಶೀಲಿಸಲಾಗುತ್ತಿದ್ದು, ಹೆಚ್ಚಿನ ಮಾಹಿತಿ ಕಲೆ ಹಾಕಲಾಗುತ್ತಿದೆ. ಸಾರ್ವಜನಿಕರು ಇಂತಹ ವಹಿವಾಟು ನಡೆಸುವ ಮುನ್ನ ದಾಖಲೆ ಪರಿಶೀಲಿಸುವಂತೆ ಮನವಿ ಮಾಡಲಾಗಿದೆ. — [1222, 943, 1511, 1179]
photo-road-inspection-group — [6, 663, 603, 821]
body-polio-col3: ವಿಕಾಸಾಧಿಕಾರಿಗಳು ಮಾತನಾಡಿ, ಕೇಂದ್ರ ಒಳ್ಳೆಯ ಯೋಜನೆ ಇದಾಗಿದ್ದು, ಪ್ರತಿ ಪಕ್ಷಿಗಳ ಸಂಕಷ್ಟ ಎದುರಾಗದಂತೆ ಐದು ವರ್ಷದೊಳಗಿನ ಎಲ್ಲ ಮಕ್ಕಳಿಗೆ ಪೋಲಿಯೋ ಹನಿ ಹಾಕಿಸುವಂತೆ ಪೋಷಕರಿಗೆ ಮನವಿ ಮಾಡಿದರು. ಜಿಲ್ಲೆಯಲ್ಲಿ 2011ರಲ್ಲಿ ಪೋಲಿಯೋ ಪ್ರಕರಣ ಕಂಡುಬಂದ ನಂತರ ಯಾವುದೇ ಪ್ರಕರಣ ವರದಿಯಾಗಿಲ್ಲ ಎಂದು ತಿಳಿಸಿದರು. — [1054, 615, 1196, 824]
masthead-title-block — [1209, 20, 1456, 75]
photo-leopard-cattle-kill — [863, 1507, 1198, 1866]
masthead-day: ಸೋಮವಾರ — [1309, 49, 1355, 61]
photo-jagadguru-visit — [6, 1333, 603, 1753]
masthead-name-red: ಸಂಜೆ — [1261, 20, 1303, 47]
body-jatha-col1: ಚಾಮರಾಜನಗರ: ಜಿಲ್ಲಾಡಳಿತ, ಜಿಲ್ಲಾ ಪಂಚಾಯತ್, ಜಿಲ್ಲಾ ಆರೋಗ್ಯ ಮತ್ತು ಕುಟುಂಬ ಕಲ್ಯಾಣ ಇಲಾಖೆ ವತಿಯಿಂದ ಜಿಲ್ಲಾ ಮಟ್ಟದ ಪಲ್ಸ್ ಪೋಲಿಯೋ ಜಾಥಾ ನಗರದಲ್ಲಿ ನಡೆಯಿತು. ನಗರ ಆರೋಗ್ಯ ಕೇಂದ್ರದ ಬಳಿ ಜಾಥಾಗೆ ಹಸಿರು ನಿಶಾನೆ ತೋರಲಾಯಿತು. ಜಾಥಾ ನಗರದ ಪ್ರಮುಖ ಬೀದಿಗಳಲ್ಲಿ ಸಂಚರಿಸಿ ಜನಜಾಗೃತಿ ಮೂಡಿಸಿತು. ಆಶಾ ಕಾರ್ಯಕರ್ತೆಯರು, ಅಂಗನವಾಡಿ ಕಾರ್ಯಕರ್ತೆಯರು, ನರ್ಸಿಂಗ್ ವಿದ್ಯಾರ್ಥಿಗಳು ಭಾಗವಹಿಸಿದ್ದರು. ಐದು ವರ್ಷದೊಳಗಿನ ಮಕ್ಕಳಿಗೆ ತಪ್ಪದೇ ಪೋಲಿಯೋ ಹನಿ ಹಾಕಿಸುವಂತೆ ಮನವಿ ಮಾಡಲಾಯಿತು. — [8, 1986, 283, 2156]
